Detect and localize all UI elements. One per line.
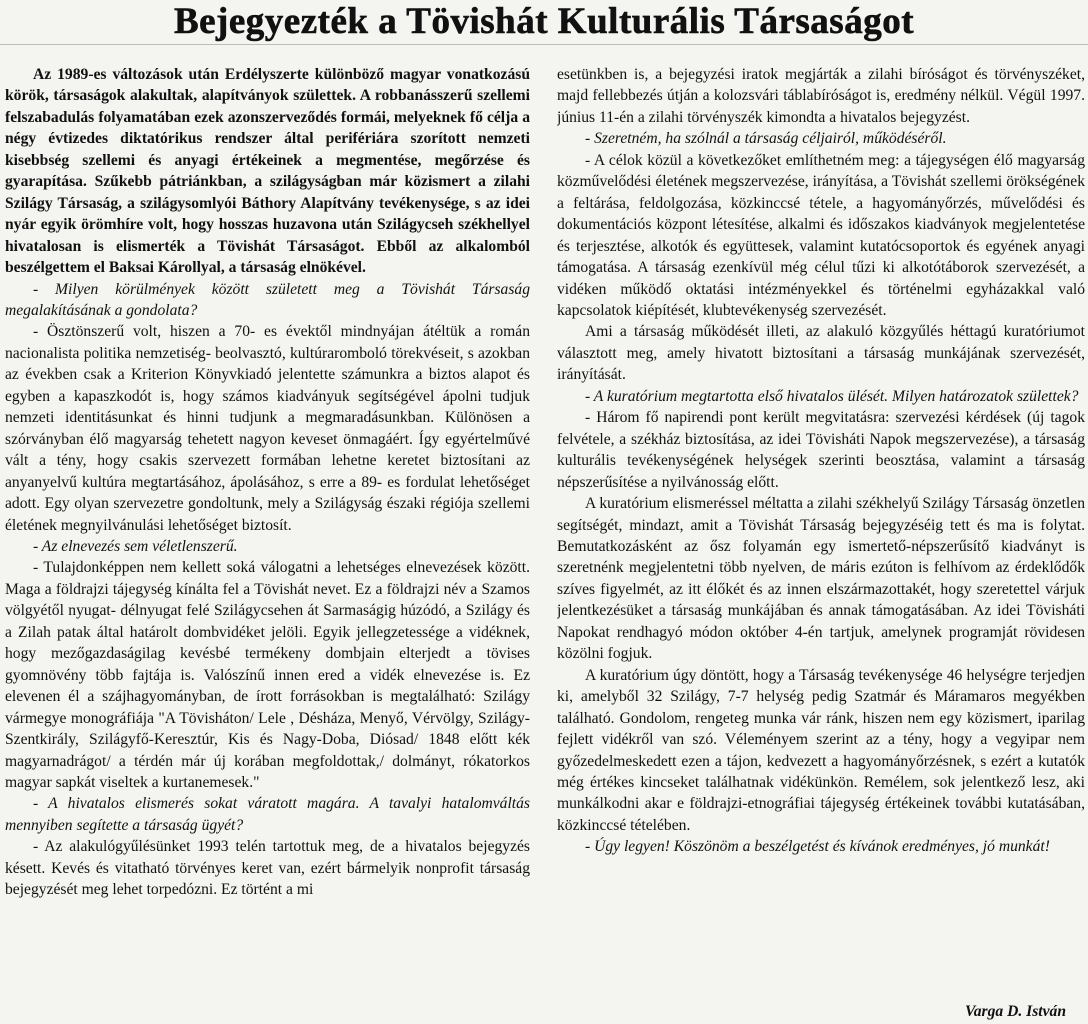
headline-divider <box>0 44 1088 45</box>
right-column <box>557 64 1085 1019</box>
answer-1: - Ösztönszerű volt, hiszen a 70- es évektől mindnyájan átéltük a román nacionalista politika nemzetiség- beolvasztó, kultúraromboló törekvéseit, s azokban az években csak a Kriterion Könyvkiadó jelentette számunkra a biztos alapot és egyben a kapaszkodót is, hogy számos kiadványuk segítségével ápolni tudjuk nemzeti identitásunkat és hinni tudjunk a megmaradásunkban. Különösen a szórványban élő magyarság tehetett nagyon keveset önmagáért. Így egyértelművé vált a tény, hogy csakis szervezett formában lehetne keretet biztosítani az anyanyelvű kultúra megtartásához, ápolásához, s erre a 89- es fordulat lehetőséget adott. Egy olyan szervezetre gondoltunk, mely a Szilágyság északi régiója szellemi életének megnyilvánulási lehetőséget biztosít. <box>5 323 530 534</box>
continuation-paragraph: esetünkben is, a bejegyzési iratok megjárták a zilahi bíróságot és törvényszéket, majd fellebbezés útján a kolozsvári táblabíróságot is, eredmény nélkül. Végül 1997. június 11-én a zilahi törvényszék kimondta a hivatalos bejegyzést. <box>557 66 1085 126</box>
answer-4: - A célok közül a következőket említhetném meg: a tájegységen élő magyarság közművelődési életének megszervezése, irányítása, a Tövishát szellemi örökségének a feltárása, feldolgozása, közkinccsé tétele, a hagyományőrzés, művelődési és dokumentációs központ létesítése, alkalmi és időszakos kiadványok megjelentetése és terjesztése, alkotók és együttesek, valamint kutatócsoportok és egyének anyagi támogatása. A társaság ezenkívül még célul tűzi ki alkotótáborok szervezését, a vidéken működő oktatási intézményekkel és történelmi egyházakkal való kapcsolatok kiépítését, klubtevékenység szervezését. <box>557 151 1085 319</box>
answer-5: - Három fő napirendi pont került megvitatásra: szervezési kérdések (új tagok felvétele, a székház biztosítása, az idei Tövisháti Napok megszervezése), a társaság kulturális tevékenységének helységek szerinti beosztása, valamint a társaság népszerűsítése a nyilvánosság előtt. <box>557 409 1085 491</box>
closing-remark: - Úgy legyen! Köszönöm a beszélgetést és kívánok eredményes, jó munkát! <box>585 838 1050 856</box>
question-2: - Az elnevezés sem véletlenszerű. <box>33 537 238 555</box>
lead-paragraph: Az 1989-es változások után Erdélyszerte különböző magyar vonatkozású körök, társaságok alakultak, alapítványok születtek. A robbanásszerű szellemi felszabadulás folyamatában ezek azonszerveződés formái, melyeknek fő célja a négy évtizedes diktatórikus rendszer által perifériára szorított nemzeti kisebbség szellemi és anyagi értékeinek a megmentése, megőrzése és gyarapítása. Szűkebb pátriánkban, a szilágyságban már közismert a zilahi Szilágy Társaság, a szilágysomlyói Báthory Alapítvány tevékenysége, s az idei nyár egyik örömhíre volt, hogy hosszas huzavona után Szilágycseh székhellyel hivatalosan is elismerték a Tövishát Társaságot. Ebből az alkalomból beszélgettem el Baksai Károllyal, a társaság elnökével. <box>5 66 530 277</box>
paragraph-recognition: A kuratórium elismeréssel méltatta a zilahi székhelyű Szilágy Társaság önzetlen segítségét, mindazt, amit a Tövishát Társaság bejegyzéséig tett és ma is folytat. Bemutatkozásként az ősz folyamán egy ismertető-népszerűsítő kiadványt is szeretnénk megjelentetni több nyelven, de máris ezúton is felhívom az érdeklődők szíves figyelmét, az itt élőkét és az innen elszármazottakét, hogy szeretettel várjuk jelentkezésüket a társaság munkájában és annak támogatásában. Az idei Tövisháti Napokat rendhagyó módon október 4-én tartjuk, amelynek programját rövidesen közölni fogjuk. <box>557 495 1085 663</box>
question-1: - Milyen körülmények között született meg a Tövishát Társaság megalakításának a gondolata? <box>5 280 530 319</box>
question-4: - Szeretném, ha szólnál a társaság céljairól, működéséről. <box>585 130 947 148</box>
left-column <box>5 64 530 1019</box>
question-3: - A hivatalos elismerés sokat váratott magára. A tavalyi hatalomváltás mennyiben segítette a társaság ügyét? <box>5 795 530 834</box>
paragraph-kuratorium: Ami a társaság működését illeti, az alakuló közgyűlés héttagú kuratóriumot választott meg, amely hivatott biztosítani a társaság munkájának szervezését, irányítását. <box>557 323 1085 384</box>
question-5: - A kuratórium megtartotta első hivatalos ülését. Milyen határozatok születtek? <box>585 387 1079 405</box>
answer-2: - Tulajdonképpen nem kellett soká válogatni a lehetséges elnevezések között. Maga a földrajzi tájegység kínálta fel a Tövishát nevet. Ez a földrajzi név a Szamos völgyétől nyugat- délnyugat felé Szilágycsehen át Sarmaságig húzódó, a Szilágy és a Zilah patak által határolt dombvidéket jelöli. Egyik jellegzetessége a vidéknek, hogy mezőgazdaságilag kevésbé termékeny dombjain elterjedt a tövises gyomnövény több fajtája is. Valószínű innen ered a vidék elnevezése is. Ez elevenen él a szájhagyományban, de írott forrásokban is megtalálható: Szilágy vármegye monográfiája "A Tövisháton/ Lele , Désháza, Menyő, Vérvölgy, Szilágy-Szentkirály, Szilágyfő-Keresztúr, Kis és Nagy-Doba, Diósad/ 1848 előtt kék magyarnadrágot/ a térdén már új korában megfoldottak,/ dolmányt, rókatorkos magyar sapkát viseltek a kurtanemesek." <box>5 559 530 791</box>
answer-3: - Az alakulógyűlésünket 1993 telén tartottuk meg, de a hivatalos bejegyzés késett. Kevés és vitatható törvényes keret van, ezért bármelyik nonprofit társaság bejegyzését meg lehet torpedózni. Ez történt a mi <box>5 838 530 899</box>
author-signature: Varga D. István <box>965 1003 1066 1020</box>
paragraph-decision: A kuratórium úgy döntött, hogy a Társaság tevékenysége 46 helységre terjedjen ki, amelyből 32 Szilágy, 7-7 helység pedig Szatmár és Máramaros megyékben található. Gondolom, rengeteg munka vár ránk, hiszen nem egy közismert, iparilag fejlett vidékről van szó. Véleményem szerint az a tény, hogy a vegyipar nem győzedelmeskedett ezen a tájon, kedvezett a hagyományőrzésnek, s ezért a kutatók még értékes kincseket találhatnak vidékünkön. Remélem, sok jelentkező lesz, aki munkálkodni akar e földrajzi-etnográfiai tájegység értékeinek további kutatásában, közkinccsé tételében. <box>557 666 1085 834</box>
article-headline: Bejegyezték a Tövishát Kulturális Társaságot <box>173 1 915 42</box>
